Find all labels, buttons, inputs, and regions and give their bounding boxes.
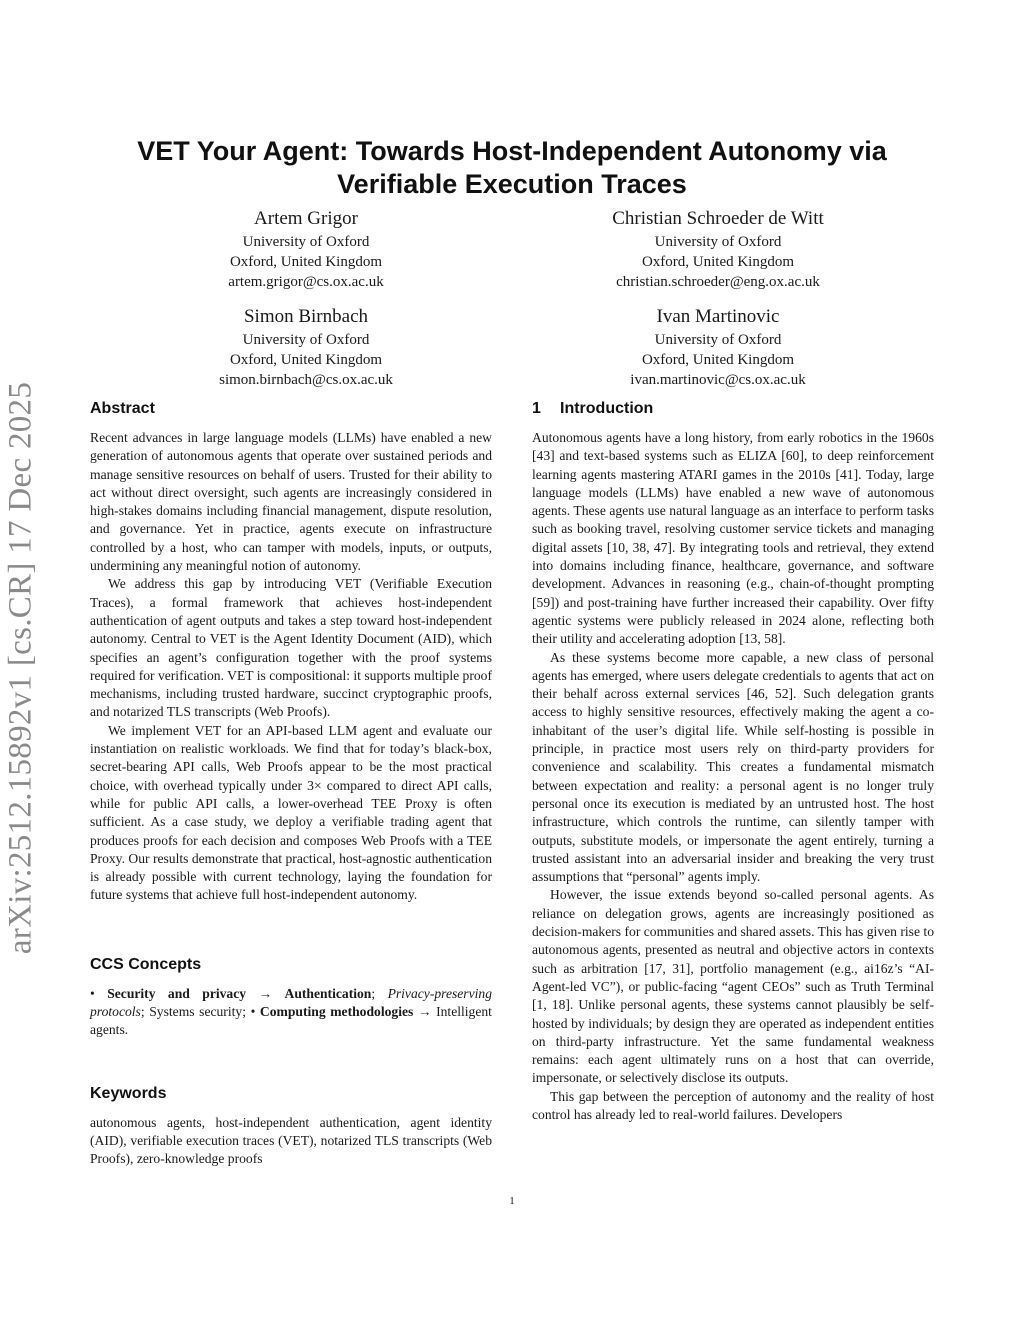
ccs-heading: CCS Concepts	[90, 955, 202, 973]
author-location: Oxford, United Kingdom	[641, 352, 795, 368]
ccs-term: Security and privacy	[107, 985, 247, 1001]
section-number: 1	[532, 400, 541, 417]
author-block	[156, 207, 456, 292]
ccs-term: Systems security	[149, 1004, 243, 1020]
author-location: Oxford, United Kingdom	[229, 352, 383, 368]
author-email[interactable]: artem.grigor@cs.ox.ac.uk	[228, 274, 384, 290]
abstract-paragraph-2: We address this gap by introducing VET (Verifiable Execution Traces), a formal framework that achieves host-independent authentication of agent outputs and takes a step toward host-independent autonomy. Central to VET is the Agent Identity Document (AID), which specifies an agent’s configuration together with the proof systems required for verification. VET is compositional: it supports multiple proof mechanisms, including trusted hardware, succinct cryptographic proofs, and notarized TLS transcripts (Web Proofs).	[90, 576, 492, 720]
ccs-term: Intelligent agents.	[90, 1004, 492, 1038]
ccs-concepts: • Security and privacy → Authentication; Privacy-preserving protocols; Systems security; • Computing methodologies → Intelligent agents.	[90, 985, 492, 1038]
abstract-paragraph-1: Recent advances in large language models (LLMs) have enabled a new generation of autonomous agents that operate over sustained periods and manage sensitive resources on behalf of users. Trusted for their ability to act without direct oversight, such agents are increasingly considered in high-stakes domains including financial management, dispute resolution, and governance. Yet in practice, agents execute on infrastructure controlled by a host, who can tamper with models, inputs, or outputs, undermining any meaningful notion of autonomy.	[90, 430, 492, 574]
intro-paragraph-4: This gap between the perception of autonomy and the reality of host control has already led to real-world failures. Developers	[532, 1088, 934, 1122]
author-affiliation: University of Oxford	[654, 234, 782, 250]
author-location: Oxford, United Kingdom	[641, 254, 795, 270]
arrow-icon: →	[258, 985, 273, 1001]
author-name: Christian Schroeder de Witt	[612, 208, 824, 229]
ccs-term: Computing methodologies	[259, 1004, 414, 1020]
section-title: Introduction	[560, 400, 654, 417]
intro-paragraph-2: As these systems become more capable, a new class of personal agents has emerged, where users delegate credentials to agents that act on their behalf across external services [46, 52]. Such delegation grants access to highly sensitive resources, effectively making the agent a co-inhabitant of the user’s digital life. While self-hosting is possible in principle, in practice most users rely on third-party providers for convenience and scalability. This creates a fundamental mismatch between expectation and reality: a personal agent is no longer truly personal once its execution is mediated by an untrusted host. The host infrastructure, which controls the runtime, can silently tamper with outputs, substitute models, or impersonate the agent entirely, turning a trusted assistant into an adversarial insider and breaking the very trust assumptions that “personal” agents imply.	[532, 649, 934, 885]
ccs-term: Privacy-preserving protocols	[90, 985, 492, 1020]
abstract-heading: Abstract	[90, 400, 155, 417]
author-affiliation: University of Oxford	[654, 332, 782, 348]
arxiv-stamp: arXiv:2512.15892v1 [cs.CR] 17 Dec 2025	[2, 381, 39, 955]
author-affiliation: University of Oxford	[242, 332, 370, 348]
arrow-icon: →	[417, 1004, 432, 1020]
intro-paragraph-3: However, the issue extends beyond so-called personal agents. As reliance on delegation grows, agents are increasingly positioned as decision-makers for communities and shared assets. This has given rise to autonomous agents, presented as neutral and objective actors in contexts such as arbitration [17, 31], portfolio management (e.g., ai16z’s “AI-Agent-led VC”), or public-facing “agent CEOs” such as Truth Terminal [1, 18]. Unlike personal agents, these systems cannot plausibly be self-hosted by individuals; by design they are operated as independent entities on third-party infrastructure. Yet the same fundamental weakness remains: each agent ultimately runs on a host that can override, impersonate, or selectively disclose its outputs.	[532, 887, 934, 1086]
author-email[interactable]: ivan.martinovic@cs.ox.ac.uk	[630, 372, 806, 388]
left-column	[90, 397, 492, 1169]
author-block	[568, 207, 868, 292]
keywords-heading: Keywords	[90, 1084, 167, 1102]
author-name: Simon Birnbach	[243, 306, 369, 327]
section-spacer	[90, 905, 492, 953]
author-affiliation: University of Oxford	[242, 234, 370, 250]
intro-paragraph-1: Autonomous agents have a long history, from early robotics in the 1960s [43] and text-based systems such as ELIZA [60], to deep reinforcement learning agents mastering ATARI games in the 2010s [41]. Today, large language models (LLMs) have enabled a new wave of autonomous agents. These agents use natural language as an interface to perform tasks such as booking travel, resolving customer service tickets and managing digital assets [10, 38, 47]. By integrating tools and retrieval, they extend into domains including finance, healthcare, governance, and software development. Advances in reasoning (e.g., chain-of-thought prompting [59]) and post-training have further increased their capability. Over fifty agentic systems were publicly released in 2024 alone, reflecting both their utility and accelerating adoption [13, 58].	[532, 430, 934, 647]
author-name: Ivan Martinovic	[656, 306, 780, 327]
author-block	[568, 305, 868, 390]
keywords-text: autonomous agents, host-independent authentication, agent identity (AID), verifiable execution traces (VET), notarized TLS transcripts (Web Proofs), zero-knowledge proofs	[90, 1114, 492, 1167]
author-email[interactable]: simon.birnbach@cs.ox.ac.uk	[219, 372, 393, 388]
abstract-paragraph-3: We implement VET for an API-based LLM agent and evaluate our instantiation on realistic workloads. We find that for today’s black-box, secret-bearing API calls, Web Proofs appear to be the most practical choice, with overhead typically under 3× compared to direct API calls, while for public API calls, a lower-overhead TEE Proxy is often sufficient. As a case study, we deploy a verifiable trading agent that produces proofs for each decision and composes Web Proofs with a TEE Proxy. Our results demonstrate that practical, host-agnostic authentication is already possible with current technology, laying the foundation for future systems that achieve full host-independent autonomy.	[90, 722, 492, 903]
author-name: Artem Grigor	[254, 208, 358, 229]
ccs-term: Authentication	[284, 985, 372, 1001]
author-email[interactable]: christian.schroeder@eng.ox.ac.uk	[616, 274, 820, 290]
section-spacer	[90, 1040, 492, 1082]
intro-heading	[532, 397, 934, 421]
author-block	[156, 305, 456, 390]
paper-title: VET Your Agent: Towards Host-Independent Autonomy via Verifiable Execution Traces	[137, 136, 887, 199]
bullet: •	[250, 1004, 256, 1020]
page-number: 1	[509, 1195, 515, 1207]
right-column	[532, 397, 934, 1124]
bullet: •	[90, 985, 95, 1001]
author-location: Oxford, United Kingdom	[229, 254, 383, 270]
